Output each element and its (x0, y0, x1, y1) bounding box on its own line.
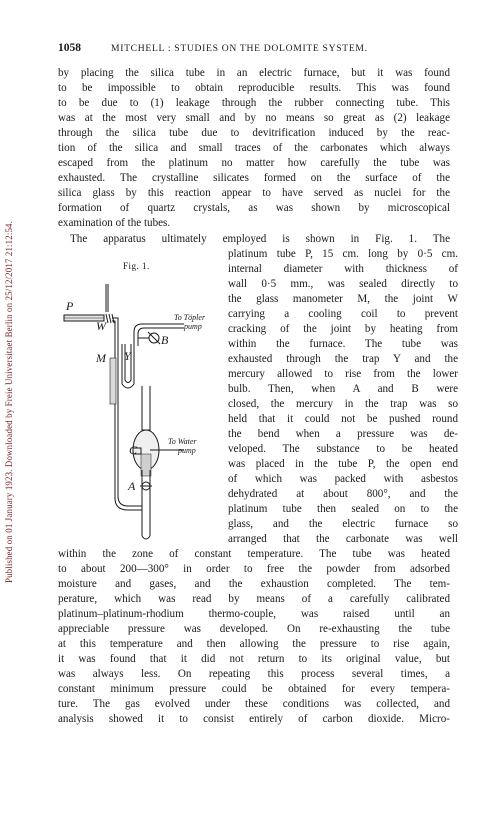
text-line: escaped from the platinum no matter how carefully the tube was (58, 157, 450, 169)
manometer-scale-shape (110, 358, 116, 404)
text-line: moisture and gases, and the exhaustion completed. The tem- (58, 578, 450, 590)
text-line: dehydrated at about 800°, and the (228, 488, 458, 500)
text-line: exhausted through the trap Y and the (228, 353, 458, 365)
label-p: P (66, 299, 74, 313)
text-line: held that it could not be pushed round (228, 413, 458, 425)
text-line: ture. The gas evolved under these conditions was collected, and (58, 698, 450, 710)
download-watermark (2, 82, 16, 722)
note-topler-1: To Töpler (174, 313, 206, 322)
apparatus-figure (62, 274, 226, 546)
note-water-1: To Water (168, 437, 197, 446)
text-line: tion of the silica and small traces of the carbonates which always (58, 142, 450, 154)
stopcock-b-handle (148, 332, 160, 344)
text-line: analysis showed it to consist entirely of carbon dioxide. Micro- (58, 713, 450, 725)
text-line: within the zone of constant temperature. The tube was heated (58, 548, 450, 560)
text-line: the bend when a pressure was de- (228, 428, 458, 440)
running-head: MITCHELL : STUDIES ON THE DOLOMITE SYSTEM. (111, 43, 368, 54)
text-line: perature, which was read by means of a carefully calibrated (58, 593, 450, 605)
reservoir-tube-shape (142, 386, 150, 430)
text-line: closed, the mercury in the trap was so (228, 398, 458, 410)
text-line: mercury allowed to rise from the lower (228, 368, 458, 380)
manometer-outer-shape (112, 318, 136, 506)
text-line: cracking of the joint by heating from (228, 323, 458, 335)
text-line: exhausted. The crystalline silicates formed on the surface of the (58, 172, 450, 184)
label-m: M (96, 351, 106, 365)
label-w: W (96, 319, 106, 333)
text-line: carrying a cooling coil to prevent (228, 308, 458, 320)
text-line: internal diameter with thickness of (228, 263, 458, 275)
text-line: bulb. Then, when A and B were (228, 383, 458, 395)
text-line: within the furnace. The tube was (228, 338, 458, 350)
text-line: at this temperature and then allowing the pressure to rise again, (58, 638, 450, 650)
note-topler-2: pump (184, 322, 202, 331)
bulb-bottom-shape (142, 536, 150, 539)
text-line: glass, and the electric furnace so (228, 518, 458, 530)
text-line: by placing the silica tube in an electric furnace, but it was found (58, 67, 450, 79)
apparatus-drawing (62, 274, 226, 546)
text-line: formation of quartz crystals, as was shown by microscopical (58, 202, 450, 214)
text-line: silica glass by this reaction appear to have served as nuclei for the (58, 187, 450, 199)
text-line: appreciable pressure was developed. On re-exhausting the tube (58, 623, 450, 635)
text-line: of which was packed with asbestos (228, 473, 458, 485)
text-line: to be impossible to obtain reproducible results. This was found (58, 82, 450, 94)
bottom-connection-shape (136, 506, 142, 510)
label-b: B (161, 333, 169, 347)
text-line: was always less. On repeating this process several times, a (58, 668, 450, 680)
cooling-coil-shape (106, 284, 114, 323)
text-line: platinum–platinum-rhodium thermo-couple, was raised until an (58, 608, 450, 620)
page-number: 1058 (58, 42, 81, 54)
text-line: it was found that it did not return to its original value, but (58, 653, 450, 665)
text-line: constant minimum pressure could be obtained for every tempera- (58, 683, 450, 695)
text-line: The apparatus ultimately employed is shown in Fig. 1. The (70, 233, 450, 245)
label-c: C (129, 443, 138, 457)
text-line: the glass manometer M, the joint W (228, 293, 458, 305)
text-line: platinum tube P, 15 cm. long by 0·5 cm. (228, 248, 458, 260)
text-line: platinum tube then sealed on to the (228, 503, 458, 515)
page-header (58, 42, 450, 56)
text-line: was at the most very small and by no means so great as (2) leakage (58, 112, 450, 124)
note-water-2: pump (178, 446, 196, 455)
text-line: veloped. The substance to be heated (228, 443, 458, 455)
text-line: wall 0·5 mm., was sealed directly to (228, 278, 458, 290)
text-line: arranged that the carbonate was well (228, 533, 458, 545)
label-y: Y (124, 349, 131, 363)
figure-caption: Fig. 1. (123, 261, 150, 271)
label-a: A (128, 479, 136, 493)
text-line: was placed in the tube P, the open end (228, 458, 458, 470)
download-watermark-text: Published on 01 January 1923. Downloaded by Freie Universitaet Berlin on 25/12/2017 21:12:54. (4, 220, 14, 584)
text-line: through the silica tube due to devitrification induced by the reac- (58, 127, 450, 139)
text-line: examination of the tubes. (58, 217, 171, 229)
text-line: to about 200—300° in order to free the powder from adsorbed (58, 563, 450, 575)
text-line: to be due to (1) leakage through the rubber connecting tube. This (58, 97, 450, 109)
reservoir-stem-shape (142, 470, 150, 536)
